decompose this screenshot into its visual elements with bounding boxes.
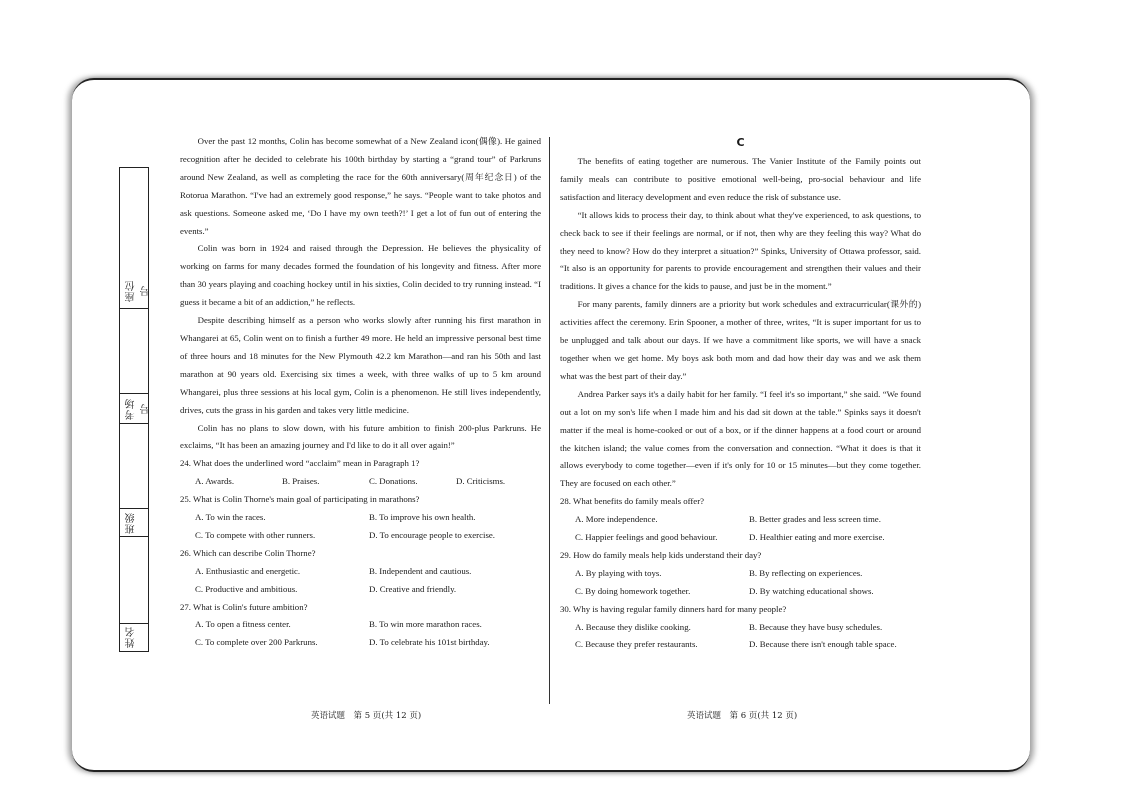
- question-29-options: [560, 565, 921, 583]
- option: B. Praises.: [282, 476, 320, 487]
- passage-paragraph: Andrea Parker says it's a daily habit for her family. “I feel it's so important,” she said. “We found out a lot on my son's life when I made him and his dad sit down at the table.” Spinks says it doesn't matter if the meal is home-cooked or out of a box, or if the dinner happens at a food court or around the kitchen island; the value comes from the conversation and connection. “What it does is that it allows everybody to come together—even if it's only for 10 or 15 minutes—but they come together. They are focused on each other.”: [560, 388, 921, 489]
- option: A. Enthusiastic and energetic.: [195, 565, 301, 576]
- table-divider: [120, 308, 148, 309]
- class-label: 班级: [126, 512, 137, 534]
- question-28: 28. What benefits do family meals offer?: [560, 496, 705, 507]
- question-26-options: [180, 581, 541, 599]
- left-column: [180, 133, 541, 652]
- table-divider: [120, 536, 148, 537]
- option: A. Because they dislike cooking.: [575, 621, 691, 632]
- option: C. Because they prefer restaurants.: [575, 639, 698, 650]
- column-divider: [549, 137, 550, 704]
- passage-paragraph: Over the past 12 months, Colin has become somewhat of a New Zealand icon(偶像). He gained recognition after he decided to celebrate his 100th birthday by starting a “grand tour” of Parkruns around New Zealand, as well as completing the race for the 60th anniversary(周年纪念日) of the Rotorua Marathon. “I've had an extremely good response,” he says. “People want to take photos and ask questions. Someone asked me, ‘Do I have my own teeth?!’ I get a lot of fun out of entering the events.”: [180, 136, 541, 236]
- option: A. To open a fitness center.: [195, 619, 291, 630]
- passage-paragraph: Colin has no plans to slow down, with his future ambition to finish 200-plus Parkruns. He exclaims, “It has been an amazing journey and I'd like to do it all over again!”: [180, 422, 541, 451]
- question-29-options: [560, 583, 921, 601]
- question-28-options: [560, 529, 921, 547]
- question-25-options: [180, 527, 541, 545]
- question-28-options: [560, 511, 921, 529]
- right-column: [560, 136, 921, 654]
- name-label: 姓名: [126, 626, 137, 648]
- table-divider: [120, 623, 148, 624]
- question-25: 25. What is Colin Thorne's main goal of participating in marathons?: [180, 494, 420, 505]
- question-27-options: [180, 616, 541, 634]
- option: A. To win the races.: [195, 512, 266, 523]
- option: D. Creative and friendly.: [369, 583, 457, 594]
- question-24-options: [180, 473, 541, 491]
- page-footer-right: 英语试题 第 6 页(共 12 页): [687, 711, 798, 721]
- student-info-table: [119, 167, 152, 652]
- option: C. Happier feelings and good behaviour.: [575, 532, 718, 543]
- question-27-options: [180, 634, 541, 652]
- passage-paragraph: For many parents, family dinners are a priority but work schedules and extracurricular(课外的) activities affect the ceremony. Erin Spooner, a mother of three, writes, “It is super important for us to be unplugged and talk about our days. If we have a commitment like sports, we will have a snack together when we get home. My boys ask both mom and dad how their day was and we ask them what was the best part of their day.”: [560, 299, 921, 381]
- passage-paragraph: Colin was born in 1924 and raised through the Depression. He believes the physicality of working on farms for many decades formed the foundation of his longevity and fitness. After more than 30 years playing and coaching hockey until in his sixties, Colin decided to try running instead. “I guess it became a bit of an addiction,” he reflects.: [180, 243, 541, 308]
- question-26-options: [180, 563, 541, 581]
- option: C. To compete with other runners.: [195, 529, 316, 540]
- exam-room-label: 考场号: [126, 398, 152, 420]
- option: B. To win more marathon races.: [369, 619, 482, 630]
- question-26: 26. Which can describe Colin Thorne?: [180, 547, 316, 558]
- option: D. To celebrate his 101st birthday.: [369, 637, 490, 648]
- option: D. Healthier eating and more exercise.: [749, 532, 885, 543]
- question-25-options: [180, 509, 541, 527]
- option: B. Better grades and less screen time.: [749, 514, 881, 525]
- table-divider: [120, 393, 148, 394]
- passage-paragraph: Despite describing himself as a person who works slowly after running his first marathon in Whangarei at 65, Colin went on to finish a further 49 more. He held an impressive personal best time of three hours and 18 minutes for the New Plymouth 42.2 km Marathon—and ran his 50th and last marathon at 90 years old. Exercising six times a week, with three walks of up to 5 km around Whangarei, plus three sessions at his local gym, Colin is a phenomenon. He still lives independently, drives, cuts the grass in his garden and takes very little medicine.: [180, 315, 541, 415]
- option: A. More independence.: [575, 514, 658, 525]
- passage-heading: C: [736, 136, 745, 149]
- option: C. To complete over 200 Parkruns.: [195, 637, 318, 648]
- question-30-options: [560, 619, 921, 637]
- table-divider: [120, 423, 148, 424]
- option: D. To encourage people to exercise.: [369, 529, 495, 540]
- option: B. To improve his own health.: [369, 512, 476, 523]
- option: C. Productive and ambitious.: [195, 583, 298, 594]
- option: B. Because they have busy schedules.: [749, 621, 883, 632]
- question-30: 30. Why is having regular family dinners hard for many people?: [560, 603, 787, 614]
- seat-number-label: 座位号: [126, 280, 152, 302]
- question-27: 27. What is Colin's future ambition?: [180, 601, 308, 612]
- option: B. By reflecting on experiences.: [749, 567, 863, 578]
- option: A. Awards.: [195, 476, 235, 487]
- table-divider: [120, 508, 148, 509]
- option: A. By playing with toys.: [575, 567, 662, 578]
- option: C. Donations.: [369, 476, 418, 487]
- question-24: 24. What does the underlined word “acclaim” mean in Paragraph 1?: [180, 458, 420, 469]
- question-30-options: [560, 636, 921, 654]
- option: D. By watching educational shows.: [749, 585, 874, 596]
- page-footer-left: 英语试题 第 5 页(共 12 页): [311, 711, 422, 721]
- option: B. Independent and cautious.: [369, 565, 472, 576]
- question-29: 29. How do family meals help kids understand their day?: [560, 549, 762, 560]
- option: D. Criticisms.: [456, 476, 506, 487]
- option: D. Because there isn't enough table space.: [749, 639, 897, 650]
- passage-paragraph: The benefits of eating together are numerous. The Vanier Institute of the Family points out family meals can contribute to positive emotional well-being, pro-social behaviour and life satisfaction and literacy development and even reduce the risk of substance use.: [560, 156, 921, 202]
- passage-paragraph: “It allows kids to process their day, to think about what they've experienced, to ask questions, to check back to see if their feelings are normal, or if not, then why are they feeling this way? What do they need to know? How do they interpret a situation?” Spinks, University of Ottawa professor, said. “It also is an opportunity for parents to provide encouragement and strengthen their values and their traditions. It gives a chance for the kids to pause, and just be in the moment.”: [560, 209, 921, 292]
- option: C. By doing homework together.: [575, 585, 691, 596]
